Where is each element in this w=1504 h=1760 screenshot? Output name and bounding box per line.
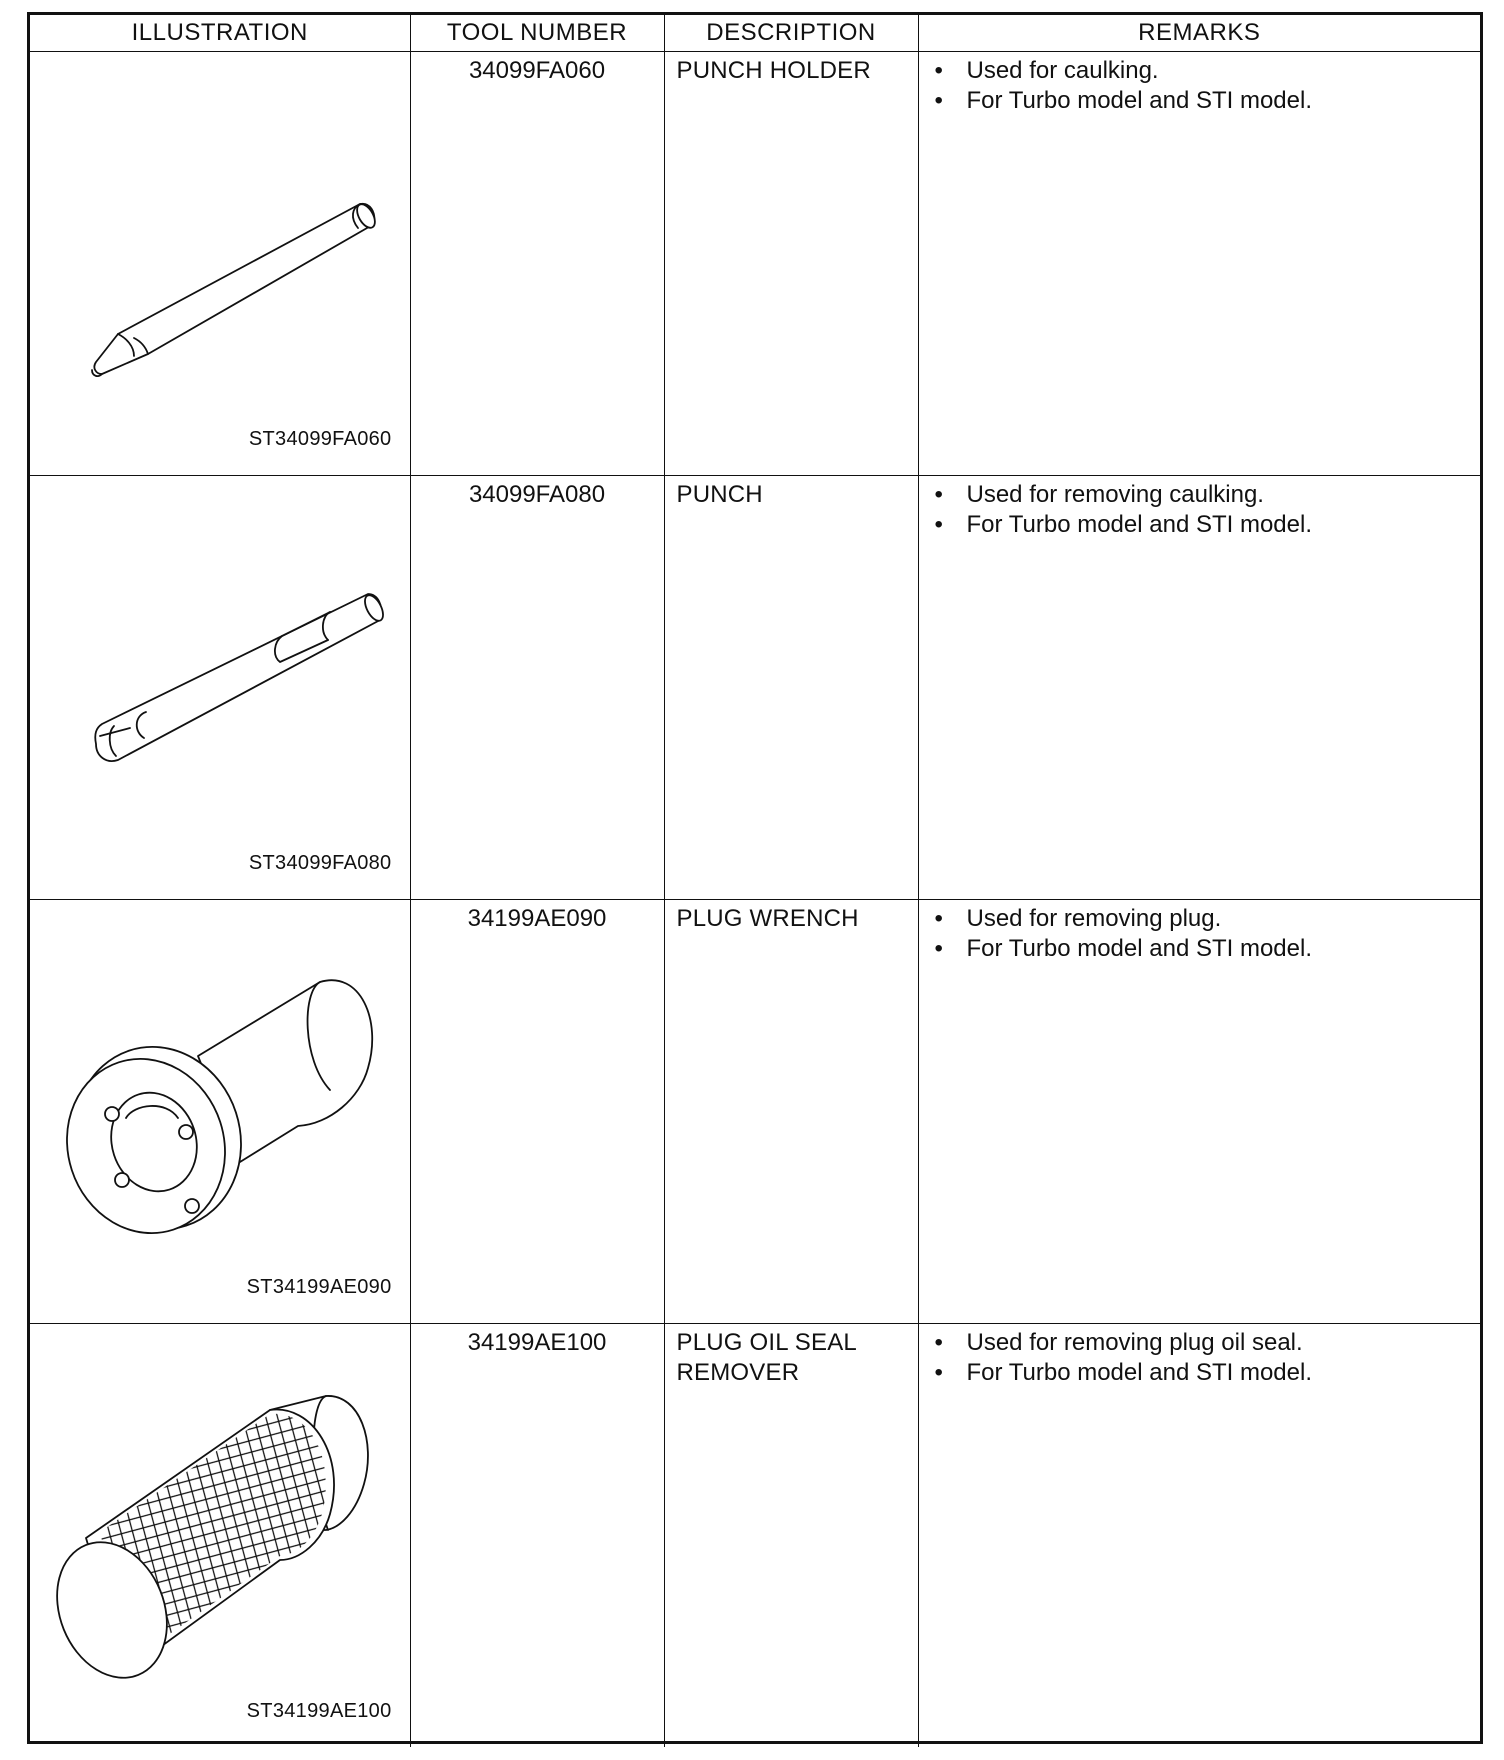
tool-remarks xyxy=(918,899,1480,1323)
remark-item: • For Turbo model and STI model. xyxy=(934,86,1312,114)
tool-remarks xyxy=(918,51,1480,475)
header-remarks: REMARKS xyxy=(918,15,1480,51)
plug-wrench-icon xyxy=(30,900,410,1324)
special-tools-sheet xyxy=(27,12,1483,1744)
tool-description: PLUG WRENCH xyxy=(664,899,918,1323)
tool-remarks xyxy=(918,1323,1480,1747)
tool-description: PUNCH xyxy=(664,475,918,899)
remark-item: • For Turbo model and STI model. xyxy=(934,510,1312,538)
table-row xyxy=(30,51,1480,475)
remark-item: • Used for caulking. xyxy=(934,56,1159,84)
header-tool-number: TOOL NUMBER xyxy=(410,15,664,51)
illustration-cell xyxy=(30,51,410,475)
illustration-code: ST34099FA080 xyxy=(248,851,392,874)
tool-remarks xyxy=(918,475,1480,899)
remark-item: • For Turbo model and STI model. xyxy=(934,1358,1312,1386)
remark-item: • For Turbo model and STI model. xyxy=(934,934,1312,962)
illustration-cell xyxy=(30,1323,410,1747)
table-row xyxy=(30,475,1480,899)
tool-description: PLUG OIL SEAL REMOVER xyxy=(664,1323,918,1747)
tool-number: 34099FA080 xyxy=(410,475,664,899)
illustration-code: ST34199AE090 xyxy=(246,1275,392,1298)
illustration-cell xyxy=(30,899,410,1323)
header-description: DESCRIPTION xyxy=(664,15,918,51)
table-row xyxy=(30,899,1480,1323)
remark-item: • Used for removing plug. xyxy=(934,904,1222,932)
tool-number: 34199AE090 xyxy=(410,899,664,1323)
plug-oil-seal-remover-icon xyxy=(30,1324,410,1748)
header-illustration: ILLUSTRATION xyxy=(30,15,410,51)
remark-item: • Used for removing caulking. xyxy=(934,480,1264,508)
punch-icon xyxy=(30,476,410,900)
special-tools-table xyxy=(30,15,1480,1747)
tool-number: 34099FA060 xyxy=(410,51,664,475)
tool-number: 34199AE100 xyxy=(410,1323,664,1747)
illustration-code: ST34199AE100 xyxy=(246,1700,392,1722)
illustration-cell xyxy=(30,475,410,899)
punch-holder-icon xyxy=(30,52,410,476)
remark-item: • Used for removing plug oil seal. xyxy=(934,1328,1303,1356)
table-header-row xyxy=(30,15,1480,51)
tool-description: PUNCH HOLDER xyxy=(664,51,918,475)
illustration-code: ST34099FA060 xyxy=(248,427,392,450)
table-row xyxy=(30,1323,1480,1747)
